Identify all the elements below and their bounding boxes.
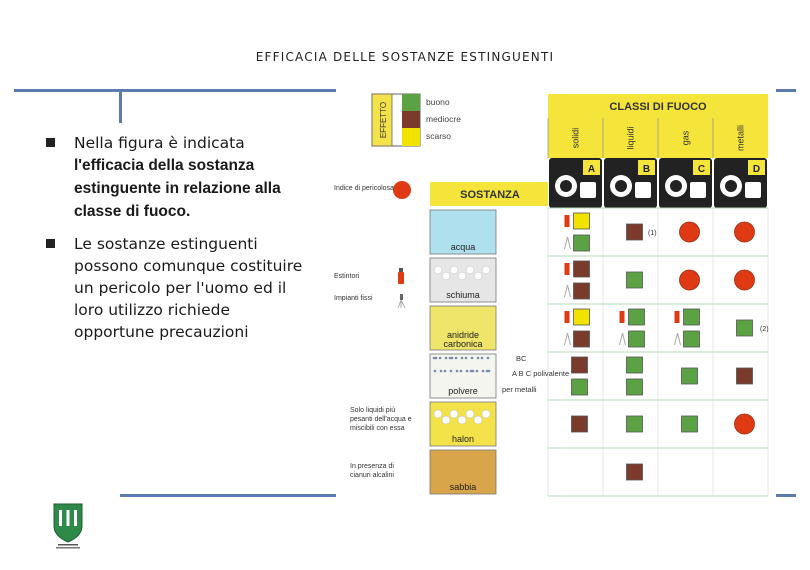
- substance-name: schiuma: [446, 290, 480, 300]
- label-impianti-fissi: Impianti fissi: [334, 295, 373, 302]
- extinguisher-icon: [675, 311, 680, 323]
- extinguisher-icon: [565, 311, 570, 323]
- bullet-item: [46, 233, 308, 343]
- effect-swatch-brown: [574, 261, 590, 277]
- label-indice-pericolosa: Indice di pericolosa: [334, 185, 394, 192]
- danger-dot-icon: [735, 270, 755, 290]
- column-type-metalli: metalli: [735, 124, 746, 152]
- extinguisher-icon: [398, 268, 404, 284]
- effect-swatch-green: [684, 309, 700, 325]
- bullet-square-icon: [46, 138, 55, 147]
- extinguishing-agents-table: [330, 86, 770, 500]
- top-rule-right: [776, 89, 796, 92]
- label-estintori: Estintori: [334, 273, 360, 280]
- substance-name: acqua: [450, 242, 476, 252]
- effect-swatch-brown: [627, 464, 643, 480]
- table-row: [430, 450, 643, 494]
- top-rule-tick: [119, 89, 122, 123]
- table-row: [430, 354, 753, 398]
- class-letter-c: C: [697, 164, 706, 175]
- sprinkler-icon: [620, 333, 626, 345]
- danger-dot-icon: [735, 414, 755, 434]
- class-letter-b: B: [642, 164, 651, 175]
- fire-class-b-icon: [604, 158, 657, 208]
- extinguisher-icon: [565, 263, 570, 275]
- label-bc: BC: [516, 354, 527, 363]
- bullet-list: [46, 132, 308, 353]
- label-solo-liquidi: Solo liquidi più pesanti dell'acqua e miscibili con essa: [350, 407, 412, 432]
- label-per-metalli: per metalli: [502, 385, 537, 394]
- class-icons: [549, 158, 767, 208]
- legend-swatch-buono: [402, 94, 420, 111]
- effect-swatch-green: [627, 416, 643, 432]
- top-rule-left: [14, 89, 336, 92]
- slide-title: EFFICACIA DELLE SOSTANZE ESTINGUENTI: [255, 50, 555, 64]
- sprinkler-icon: [565, 333, 571, 345]
- substance-name: halon: [451, 434, 475, 444]
- effect-swatch-green: [627, 272, 643, 288]
- effect-swatch-green: [629, 309, 645, 325]
- effect-swatch-brown: [737, 368, 753, 384]
- table-row: [430, 402, 755, 446]
- fire-class-d-icon: [714, 158, 767, 208]
- label-in-presenza: In presenza di cianuri alcalini: [350, 463, 394, 479]
- class-letter-d: D: [752, 164, 761, 175]
- effect-swatch-green: [682, 416, 698, 432]
- effect-swatch-green: [684, 331, 700, 347]
- legend-label-scarso: scarso: [426, 131, 452, 141]
- effect-swatch-brown: [574, 283, 590, 299]
- row-note: (2): [760, 326, 769, 333]
- legend-label-mediocre: mediocre: [426, 114, 461, 124]
- legend: [372, 94, 461, 146]
- substance-name: anidride carbonica: [443, 330, 483, 349]
- effect-swatch-brown: [627, 224, 643, 240]
- extinguisher-icon: [565, 215, 570, 227]
- table-row: [430, 306, 769, 350]
- extinguisher-icon: [620, 311, 625, 323]
- effect-swatch-brown: [572, 416, 588, 432]
- sostanza-label: SOSTANZA: [460, 189, 520, 201]
- effect-swatch-green: [737, 320, 753, 336]
- danger-dot-icon: [735, 222, 755, 242]
- bullet-square-icon: [46, 239, 55, 248]
- effect-swatch-green: [629, 331, 645, 347]
- sprinkler-icon: [565, 285, 571, 297]
- column-type-liquidi: liquidi: [625, 126, 636, 150]
- legend-title: EFFETTO: [379, 101, 388, 139]
- substance-name: sabbia: [449, 482, 477, 492]
- column-type-solidi: solidi: [570, 127, 581, 149]
- bullet-text: Nella figura è indicata: [74, 134, 245, 152]
- fire-class-a-icon: [549, 158, 602, 208]
- legend-swatch-scarso: [402, 128, 420, 146]
- effect-swatch-green: [682, 368, 698, 384]
- column-type-gas: gas: [680, 130, 691, 146]
- fire-class-c-icon: [659, 158, 712, 208]
- substance-name: polvere: [448, 386, 478, 396]
- bullet-item: [46, 132, 308, 223]
- danger-dot-icon: [680, 270, 700, 290]
- legend-swatch-mediocre: [402, 111, 420, 128]
- effect-swatch-yellow: [574, 213, 590, 229]
- effect-swatch-yellow: [574, 309, 590, 325]
- university-logo-icon: [50, 500, 86, 550]
- effect-swatch-brown: [572, 357, 588, 373]
- danger-dot-icon: [680, 222, 700, 242]
- sprinkler-icon: [565, 237, 571, 249]
- effect-swatch-green: [627, 379, 643, 395]
- bullet-bold-text: l'efficacia della sostanza estinguente in relazione alla classe di fuoco.: [74, 157, 281, 220]
- bullet-text: Le sostanze estinguenti possono comunque costituire un pericolo per l'uomo ed il loro utilizzo richiede opportune precauzioni: [74, 235, 303, 341]
- effect-swatch-green: [627, 357, 643, 373]
- classi-header: CLASSI DI FUOCO: [609, 101, 707, 113]
- sprinkler-icon: [675, 333, 681, 345]
- legend-label-buono: buono: [426, 97, 450, 107]
- sprinkler-icon: [398, 294, 405, 308]
- table-row: [430, 258, 755, 302]
- bottom-rule-right: [776, 494, 796, 497]
- table-row: [430, 210, 755, 254]
- effect-swatch-green: [574, 235, 590, 251]
- row-note: (1): [648, 230, 657, 237]
- class-letter-a: A: [587, 164, 596, 175]
- label-abc-polivalente: A B C polivalente: [512, 369, 570, 378]
- effect-swatch-green: [572, 379, 588, 395]
- danger-index-icon: [393, 181, 411, 199]
- bottom-rule-left: [120, 494, 336, 497]
- effect-swatch-brown: [574, 331, 590, 347]
